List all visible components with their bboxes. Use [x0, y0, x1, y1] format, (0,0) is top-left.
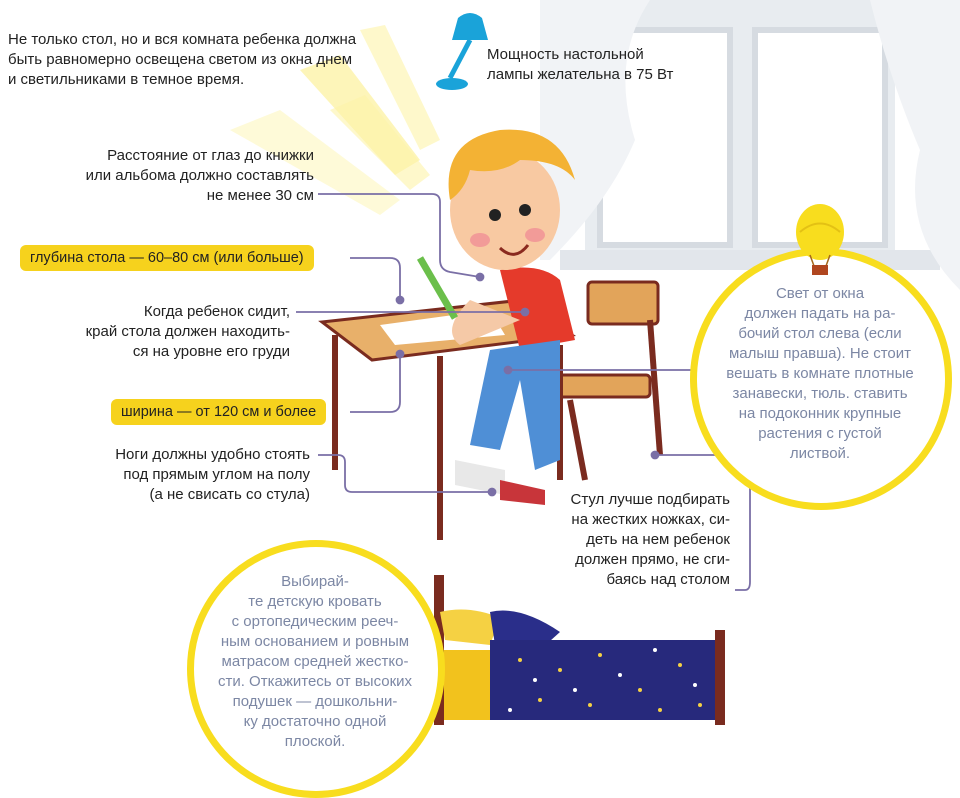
feet-note: Ноги должны удобно стоять под прямым углом на полу (а не свисать со стула) [115, 446, 310, 503]
window-light-text: Свет от окна должен падать на ра- бочий стол слева (если малыш правша). Не стоит вешать в комнате плотные занавески, тюль. ставить на подоконник крупные растения с густой листвой. [726, 285, 914, 462]
bed-advice-text: Выбирай- те детскую кровать с ортопедическим рееч- ным основанием и ровным матрасом средней жестко- сти. Откажитесь от высоких подушек — дошкольни- ку достаточно одной плоской. [217, 573, 413, 750]
table-width-badge: ширина — от 120 см и более [111, 399, 326, 425]
table-edge-note: Когда ребенок сидит, край стола должен находить- ся на уровне его груди [85, 303, 290, 360]
chair-note: Стул лучше подбирать на жестких ножках, си- деть на нем ребенок должен прямо, не сги- баясь над столом [570, 491, 730, 588]
lighting-note: Не только стол, но и вся комната ребенка должна быть равномерно освещена светом из окна днем и светильниками в темное время. [8, 31, 357, 88]
lamp-power-note: Мощность настольной лампы желательна в 75 Вт [487, 46, 674, 83]
table-depth-badge: глубина стола — 60–80 см (или больше) [20, 245, 314, 271]
eye-distance-note: Расстояние от глаз до книжки или альбома должно составлять не менее 30 см [85, 147, 314, 204]
